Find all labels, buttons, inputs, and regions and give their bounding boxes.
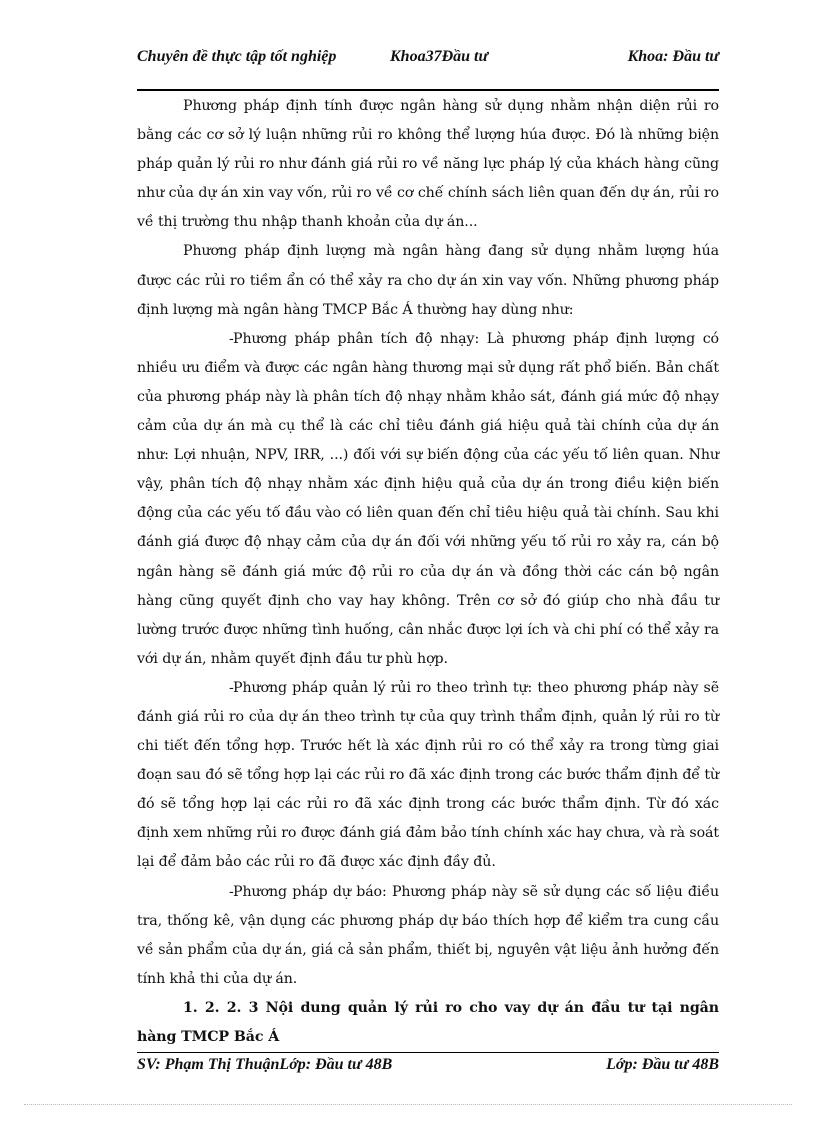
paragraph-quantitative: Phương pháp định lượng mà ngân hàng đang sử dụng nhằm lượng húa được các rủi ro tiềm ẩn có thể xảy ra cho dự án xin vay vốn. Những phương pháp định lượng mà ngân hàng TMCP Bắc Á thường hay dùng như:: [137, 243, 719, 318]
document-body: [137, 92, 719, 1052]
bullet-forecasting: [137, 878, 719, 994]
bullet-dash: -: [229, 883, 234, 900]
header-page-info: Khoa37Đầu tư: [390, 48, 489, 65]
bullet-sequential-risk: [137, 674, 719, 878]
page-footer: [137, 1056, 719, 1078]
header-divider: [137, 89, 719, 91]
bullet-text: Phương pháp phân tích độ nhạy: Là phương pháp định lượng có nhiều ưu điểm và được các ngân hàng thương mại sử dụng rất phổ biến. Bản chất của phương pháp này là phân tích độ nhạy nhằm khảo sát, đánh giá mức độ nhạy cảm của dự án mà cụ thể là các chỉ tiêu đánh giá hiệu quả tài chính của dự án như: Lợi nhuận, NPV, IRR, ...) đối với sự biến động của các yếu tố liên quan. Như vậy, phân tích độ nhạy nhằm xác định hiệu quả của dự án trong điều kiện biến động của các yếu tố đầu vào có liên quan đến chỉ tiêu hiệu quả tài chính. Sau khi đánh giá được độ nhạy cảm của dự án đối với những yếu tố rủi ro xảy ra, cán bộ ngân hàng sẽ đánh giá mức độ rủi ro của dự án và đồng thời các cán bộ ngân hàng cũng quyết định cho vay hay không. Trên cơ sở đó giúp cho nhà đầu tư lường trước được những tình huống, cân nhắc được lợi ích và chi phí có thể xảy ra với dự án, nhằm quyết định đầu tư phù hợp.: [137, 330, 719, 667]
footer-class: Lớp: Đầu tư 48B: [606, 1056, 719, 1073]
bullet-sensitivity-analysis: [137, 325, 719, 674]
paragraph-qualitative: Phương pháp định tính được ngân hàng sử dụng nhằm nhận diện rủi ro bằng các cơ sở lý luận những rủi ro không thể lượng húa được. Đó là những biện pháp quản lý rủi ro như đánh giá rủi ro về năng lực pháp lý của khách hàng cũng như của dự án xin vay vốn, rủi ro về cơ chế chính sách liên quan đến dự án, rủi ro về thị trường thu nhập thanh khoản của dự án...: [137, 98, 719, 231]
footer-student: SV: Phạm Thị ThuậnLớp: Đầu tư 48B: [137, 1056, 393, 1073]
header-report-title: Chuyên đề thực tập tốt nghiệp: [137, 48, 337, 65]
page-edge-divider: [24, 1104, 792, 1105]
bullet-dash: -: [229, 679, 234, 696]
footer-divider: [137, 1052, 719, 1053]
header-faculty: Khoa: Đầu tư: [627, 48, 719, 65]
page-header: [137, 48, 719, 70]
bullet-dash: -: [229, 330, 234, 347]
section-heading: 1. 2. 2. 3 Nội dung quản lý rủi ro cho vay dự án đầu tư tại ngân hàng TMCP Bắc Á: [137, 999, 719, 1045]
bullet-text: Phương pháp dự báo: Phương pháp này sẽ sử dụng các số liệu điều tra, thống kê, vận dụng các phương pháp dự báo thích hợp để kiểm tra cung cầu về sản phẩm của dự án, giá cả sản phẩm, thiết bị, nguyên vật liệu ảnh hưởng đến tính khả thi của dự án.: [137, 883, 719, 987]
bullet-text: Phương pháp quản lý rủi ro theo trình tự: theo phương pháp này sẽ đánh giá rủi ro của dự án theo trình tự của quy trình thẩm định, quản lý rủi ro từ chi tiết đến tổng hợp. Trước hết là xác định rủi ro có thể xảy ra trong từng giai đoạn sau đó sẽ tổng hợp lại các rủi ro đã xác định trong các bước thẩm định để từ đó sẽ tổng hợp lại các rủi ro đã xác định trong các bước thẩm định. Từ đó xác định xem những rủi ro được đánh giá đảm bảo tính chính xác hay chưa, và rà soát lại để đảm bảo các rủi ro đã được xác định đầy đủ.: [137, 679, 719, 871]
